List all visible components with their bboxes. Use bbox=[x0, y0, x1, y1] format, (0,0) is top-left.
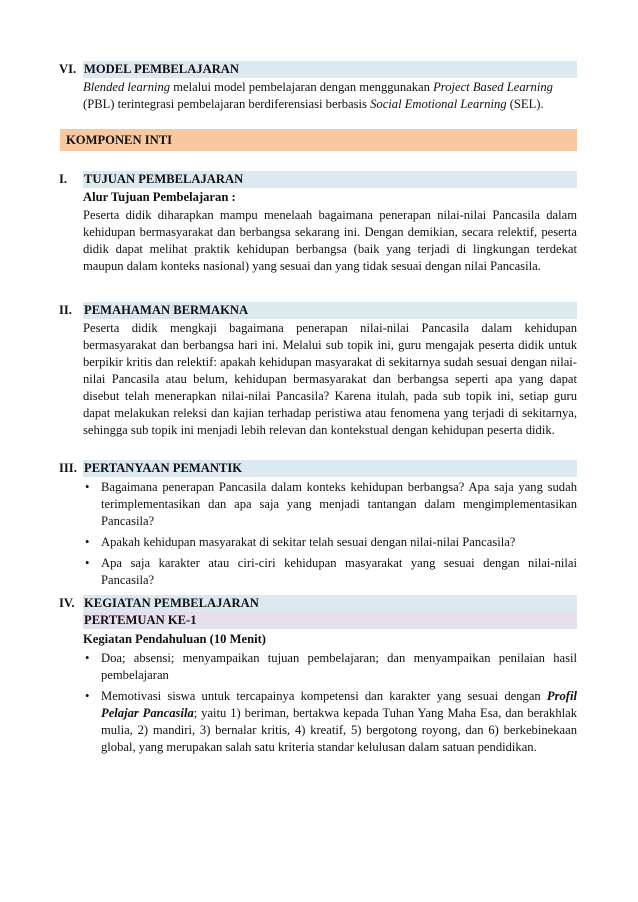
list-item: • Apa saja karakter atau ciri-ciri kehidupan masyarakat yang sesuai dengan nilai-nilai Pancasila? bbox=[85, 556, 577, 587]
pertanyaan-pemantik-list bbox=[83, 479, 577, 593]
list-item: • Bagaimana penerapan Pancasila dalam konteks kehidupan berbangsa? Apa saja yang sudah terimplementasikan dan apa saja yang menjadi tantangan dalam mengimplementasikan Pancasila? bbox=[85, 480, 577, 528]
model-pembelajaran-text: Blended learning melalui model pembelajaran dengan menggunakan Project Based Learning (PBL) terintegrasi pembelajaran berdiferensiasi berbasis Social Emotional Learning (SEL). bbox=[83, 80, 553, 111]
bullet-icon: • bbox=[85, 651, 90, 665]
section-title: PEMAHAMAN BERMAKNA bbox=[84, 303, 249, 317]
list-item: • Apakah kehidupan masyarakat di sekitar telah sesuai dengan nilai-nilai Pancasila? bbox=[85, 535, 516, 549]
list-item: • Doa; absensi; menyampaikan tujuan pembelajaran; dan menyampaikan penilaian hasil pembelajaran bbox=[85, 651, 577, 682]
section-iii-heading bbox=[59, 460, 577, 477]
section-number: IV. bbox=[59, 596, 75, 610]
section-vi-heading bbox=[59, 61, 577, 78]
section-title: KEGIATAN PEMBELAJARAN bbox=[84, 596, 259, 610]
section-number: III. bbox=[59, 461, 77, 475]
komponen-inti-banner: KOMPONEN INTI bbox=[60, 129, 577, 151]
list-item: • Memotivasi siswa untuk tercapainya kompetensi dan karakter yang sesuai dengan Profil Pelajar Pancasila; yaitu 1) beriman, bertakwa kepada Tuhan Yang Maha Esa, dan berakhlak mulia, 2) mandiri, 3) bernalar kritis, 4) kreatif, 5) bergotong royong, dan 6) berkebinekaan global, yang merupakan salah satu kriteria standar kelulusan dalam satuan pendidikan. bbox=[85, 689, 578, 754]
pertemuan-heading: PERTEMUAN KE-1 bbox=[83, 612, 577, 629]
kegiatan-pendahuluan-heading: Kegiatan Pendahuluan (10 Menit) bbox=[83, 632, 266, 646]
section-number: I. bbox=[59, 172, 68, 186]
section-title: TUJUAN PEMBELAJARAN bbox=[84, 172, 244, 186]
bullet-icon: • bbox=[85, 689, 90, 703]
section-title: MODEL PEMBELAJARAN bbox=[84, 62, 239, 76]
section-number: II. bbox=[59, 303, 72, 317]
section-ii-heading bbox=[59, 302, 577, 319]
bullet-icon: • bbox=[85, 535, 90, 549]
bullet-icon: • bbox=[85, 556, 90, 570]
bullet-icon: • bbox=[85, 480, 90, 494]
pemahaman-bermakna-text: Peserta didik mengkaji bagaimana penerapan nilai-nilai Pancasila dalam kehidupan bermasyarakat dan berbangsa hari ini. Melalui sub topik ini, guru mengajak peserta didik untuk berpikir kritis dan relektif: apakah kehidupan masyarakat di sekitarnya sudah sesuai dengan nilai-nilai Pancasila atau belum, kehidupan bermasyarakat dan berbangsa seperti apa yang dapat disebut telah menerapkan nilai-nilai Pancasila? Karena itulah, pada sub topik ini, setiap guru dapat melakukan releksi dan kajian terhadap peristiwa atau fenomena yang terjadi di sekitarnya, sehingga sub topik ini menjadi lebih relevan dan kontekstual dengan kehidupan peserta didik. bbox=[83, 321, 577, 437]
tujuan-pembelajaran-text: Peserta didik diharapkan mampu menelaah bagaimana penerapan nilai-nilai Pancasila dalam kehidupan bermasyarakat dan berbangsa sekarang ini. Dengan demikian, secara relektif, peserta didik dapat melihat praktik kehidupan berbangsa (baik yang terjadi di lingkungan terdekat maupun dalam konteks nasional) yang sesuai dan yang tidak sesuai dengan nilai Pancasila. bbox=[83, 208, 577, 273]
section-number: VI. bbox=[59, 62, 77, 76]
kegiatan-list bbox=[83, 650, 577, 760]
section-iv-heading bbox=[59, 595, 577, 612]
section-i-heading bbox=[59, 171, 577, 188]
section-title: PERTANYAAN PEMANTIK bbox=[84, 461, 243, 475]
alur-tujuan-subheading: Alur Tujuan Pembelajaran : bbox=[83, 190, 236, 204]
